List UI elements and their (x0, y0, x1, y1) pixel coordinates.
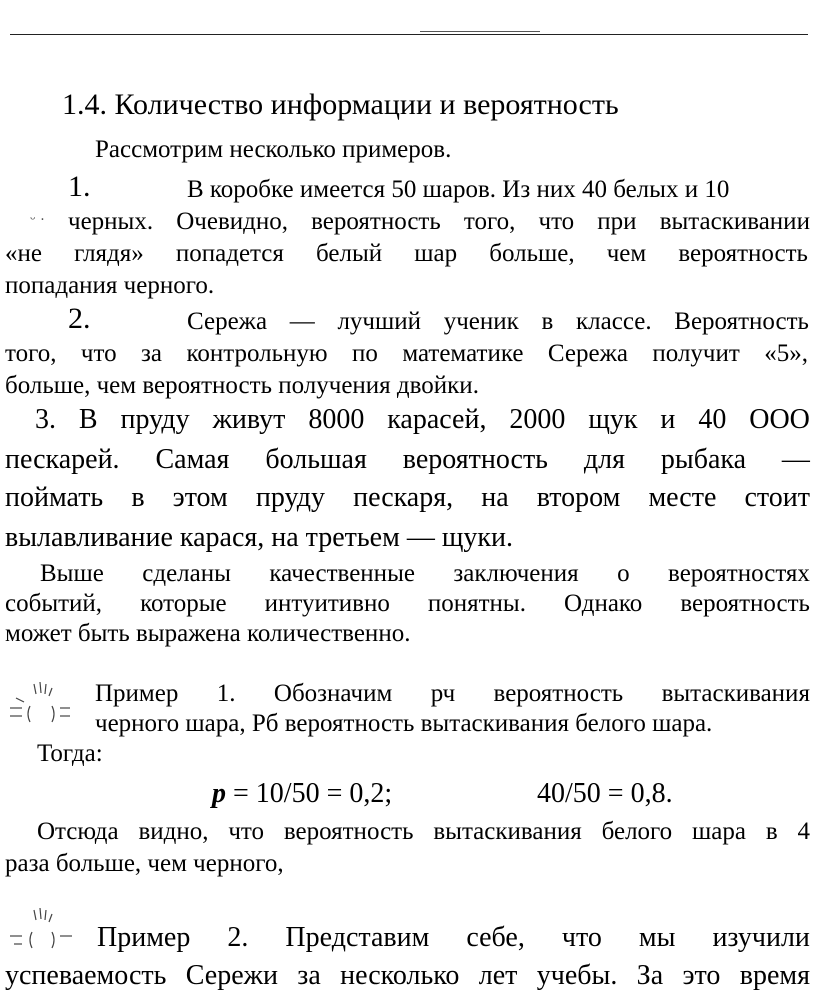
top-rule (10, 34, 808, 35)
word: вытаскивании (659, 208, 810, 235)
word: Самая (155, 444, 230, 475)
word: лет (478, 960, 518, 991)
word: что (80, 340, 117, 367)
word: 40 (698, 404, 727, 435)
word: Очевидно, (176, 208, 288, 235)
word: качественные (269, 560, 415, 587)
word: «не (5, 240, 42, 267)
word: за (141, 340, 163, 367)
word: месте (648, 482, 717, 513)
word: Представим (285, 922, 430, 953)
word: 1. (216, 680, 236, 707)
word: которые (140, 590, 227, 617)
word: вытаскивания (661, 680, 810, 707)
word: того, (5, 340, 57, 367)
word: белый (316, 240, 383, 267)
word: этом (172, 482, 228, 513)
word: 2000 (509, 404, 566, 435)
word: Вероятность (674, 308, 809, 335)
word: вероятность (402, 444, 548, 475)
section-title: 1.4. Количество информации и вероятность (62, 88, 619, 121)
ex1-number: 1. (68, 170, 91, 203)
example1-line1 (95, 680, 810, 708)
example2-line1 (97, 922, 810, 954)
word: 8000 (308, 404, 365, 435)
ex2-line2 (5, 340, 808, 368)
word: успеваемость (5, 960, 167, 991)
word: Пример (97, 922, 191, 953)
ex1-line1: В коробке имеется 50 шаров. Из них 40 белых и 10 (187, 176, 730, 203)
word: что (538, 208, 575, 235)
top-rule-accent (420, 31, 540, 32)
word: поймать (5, 482, 104, 513)
formula-1-expr: = 10/50 = 0,2; (233, 778, 393, 809)
ex2-number: 2. (68, 302, 91, 335)
word: интуитивно (264, 590, 390, 617)
word: о (617, 560, 630, 587)
word: для (583, 444, 625, 475)
word: пескаря, (353, 482, 454, 513)
word: лучший (337, 308, 422, 335)
word: — (289, 308, 315, 335)
word: Сережа (547, 340, 628, 367)
word: белого (601, 818, 673, 845)
word: живут (212, 404, 286, 435)
ex1-line2 (68, 208, 810, 236)
word: ученик (443, 308, 519, 335)
word: Выше (40, 560, 104, 587)
word: Пример (95, 680, 179, 707)
word: себе, (466, 922, 525, 953)
word: щук (588, 404, 638, 435)
word: попадется (175, 240, 284, 267)
word: это (682, 960, 721, 991)
word: шар (414, 240, 458, 267)
word: Обозначим (273, 680, 393, 707)
example2-line2 (5, 960, 810, 992)
word: Сережи (185, 960, 278, 991)
example1-line2: черного шара, Рб вероятность вытаскивания белого шара. (95, 710, 713, 737)
word: сделаны (142, 560, 231, 587)
ex2-line1 (187, 308, 809, 336)
sun-icon (8, 900, 78, 960)
word: глядя» (74, 240, 144, 267)
word: ООО (749, 404, 810, 435)
word: рыбака (660, 444, 746, 475)
word: карасей, (387, 404, 487, 435)
word: математике (402, 340, 524, 367)
word: чем (606, 240, 647, 267)
word: втором (536, 482, 621, 513)
word: больше, (489, 240, 575, 267)
word: пруду (255, 482, 325, 513)
word: — (781, 444, 810, 475)
word: вероятность (493, 680, 624, 707)
word: 3. (35, 404, 56, 435)
mark-icon: ᵕ · (30, 212, 45, 228)
formula-variable: p (212, 778, 226, 809)
word: 4 (797, 818, 810, 845)
para-line2 (5, 590, 810, 618)
word: при (597, 208, 637, 235)
word: Отсюда (37, 818, 119, 845)
word: Сережа (187, 308, 268, 335)
word: шара (692, 818, 746, 845)
word: заключения (453, 560, 579, 587)
formula-2: 40/50 = 0,8. (537, 778, 673, 809)
word: вероятность (678, 240, 808, 267)
word: вытаскивания (433, 818, 582, 845)
word: в (765, 818, 778, 845)
word: классе. (576, 308, 652, 335)
word: стоит (744, 482, 810, 513)
word: того, (463, 208, 516, 235)
intro-text: Рассмотрим несколько примеров. (95, 136, 452, 163)
word: вероятность (283, 818, 414, 845)
word: время (739, 960, 810, 991)
word: видно, (138, 818, 209, 845)
ex3-line3 (5, 482, 810, 514)
word: большая (265, 444, 367, 475)
word: что (561, 922, 602, 953)
word: рч (430, 680, 456, 707)
word: в (131, 482, 145, 513)
word: В (78, 404, 98, 435)
word: 2. (227, 922, 249, 953)
word: За (636, 960, 664, 991)
word: учебы. (536, 960, 618, 991)
word: понятны. (427, 590, 526, 617)
ex3-line1 (35, 404, 810, 436)
word: вероятность (680, 590, 810, 617)
para-line1 (40, 560, 810, 588)
word: черных. (68, 208, 154, 235)
word: на (481, 482, 509, 513)
word: пруду (120, 404, 190, 435)
ex3-line2 (5, 444, 810, 476)
example1-line3: Тогда: (37, 740, 103, 767)
word: что (228, 818, 265, 845)
word: пескарей. (5, 444, 120, 475)
word: вероятность (311, 208, 441, 235)
para-line3: может быть выражена количественно. (5, 620, 411, 647)
conclusion-line2: раза больше, чем черного, (5, 850, 284, 877)
word: изучили (712, 922, 810, 953)
formula-1 (212, 778, 392, 810)
word: событий, (5, 590, 103, 617)
word: получит (652, 340, 740, 367)
sun-icon (8, 676, 78, 736)
word: по (351, 340, 378, 367)
word: за (297, 960, 321, 991)
word: вероятностях (668, 560, 810, 587)
word: мы (638, 922, 676, 953)
conclusion-line1 (37, 818, 810, 846)
word: и (660, 404, 676, 435)
ex3-line4: вылавливание карася, на третьем — щуки. (5, 522, 513, 553)
word: контрольную (186, 340, 328, 367)
word: «5», (764, 340, 808, 367)
word: несколько (340, 960, 460, 991)
ex1-line3 (5, 240, 808, 268)
ex1-line4: попадания черного. (5, 272, 215, 299)
word: Однако (564, 590, 643, 617)
ex2-line3: больше, чем вероятность получения двойки. (5, 372, 479, 399)
word: в (541, 308, 554, 335)
